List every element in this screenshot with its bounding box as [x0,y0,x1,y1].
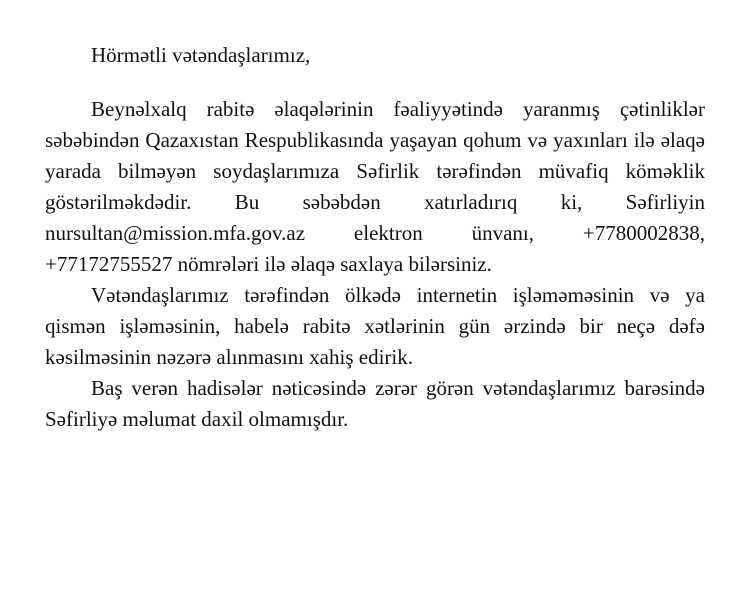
salutation: Hörmətli vətəndaşlarımız, [91,43,311,67]
paragraph-no-victims: Baş verən hadisələr nəticəsində zərər görən vətəndaşlarımız barəsində Səfirliyə məlumat daxil olmamışdır. [45,376,705,431]
paragraph-contact-info: Beynəlxalq rabitə əlaqələrinin fəaliyyətində yaranmış çətinliklər səbəbindən Qazaxıstan Respublikasında yaşayan qohum və yaxınları ilə əlaqə yarada bilməyən soydaşlarımıza Səfirlik tərəfindən müvafiq köməklik göstərilməkdədir. Bu səbəbdən xatırladırıq ki, Səfirliyin nursultan@mission.mfa.gov.az elektron ünvanı, +7780002838, +77172755527 nömrələri ilə əlaqə saxlaya bilərsiniz. [45,97,705,276]
paragraph-internet-notice: Vətəndaşlarımız tərəfindən ölkədə internetin işləməməsinin və ya qismən işləməsinin, habelə rabitə xətlərinin gün ərzində bir neçə dəfə kəsilməsinin nəzərə alınmasını xahiş edirik. [45,283,705,369]
document-body [45,40,705,435]
